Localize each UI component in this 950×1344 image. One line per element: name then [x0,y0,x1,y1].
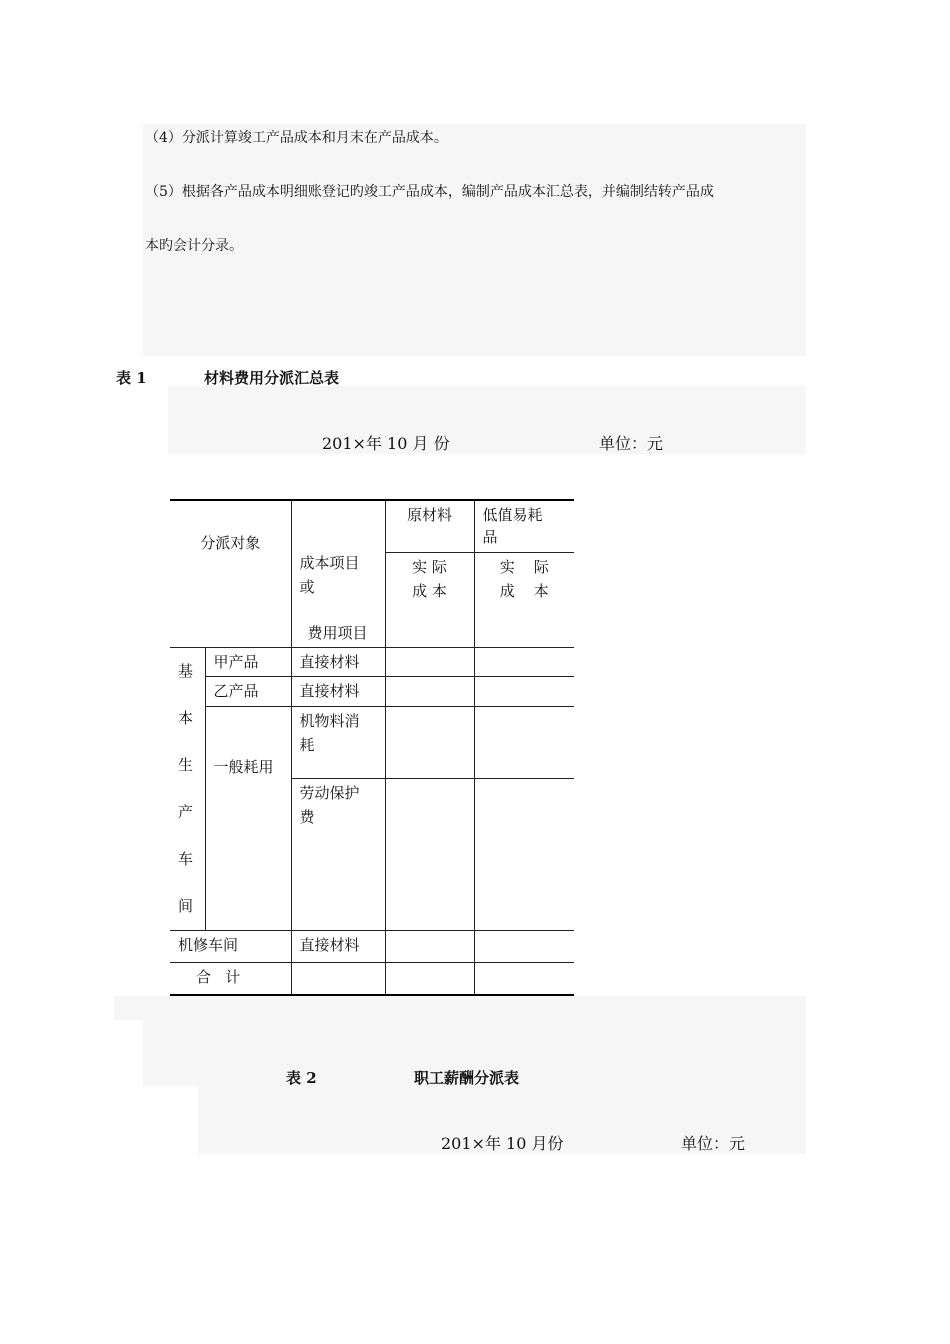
header-target [170,500,291,648]
row-product-b-item: 直接材料 [291,677,385,707]
workshop-label [170,648,205,931]
cell-total-item [291,963,385,995]
row-general-use-label: 一般耗用 [213,758,274,776]
row-total [170,963,291,995]
table1-number: 表 1 [116,369,147,387]
cell-labor-protection-raw [385,779,474,931]
cell-product-b-low-value [474,677,574,707]
workshop-char-2: 本 [178,709,194,727]
cell-total-raw [385,963,474,995]
header-actual-cost-low-value-line1: 实 际 [499,558,549,577]
header-cost-item-line3: 费用项目 [307,624,368,642]
workshop-char-1: 基 [178,662,194,680]
cell-machine-material-low-value [474,707,574,779]
row-machine-material [291,707,385,779]
table2-unit: 单位：元 [681,1134,746,1153]
table1-unit: 单位：元 [599,434,664,453]
workshop-char-6: 间 [178,897,194,915]
header-low-value-line2: 品 [482,528,498,546]
paragraph-step-4: （4）分派计算竣工产品成本和月末在产品成本。 [145,130,448,146]
workshop-char-4: 产 [178,803,194,821]
cell-total-low-value [474,963,574,995]
table2-number: 表 2 [286,1069,317,1087]
row-total-label: 合 计 [196,968,241,986]
row-machine-material-line2: 耗 [299,736,315,754]
cell-repair-workshop-raw [385,931,474,963]
header-actual-cost-low-value-line2: 成 本 [499,582,549,601]
workshop-char-5: 车 [178,850,194,868]
header-actual-cost-raw [385,553,474,648]
cell-repair-workshop-low-value [474,931,574,963]
row-product-a-item: 直接材料 [291,648,385,677]
row-product-b: 乙产品 [205,677,291,707]
header-actual-cost-low-value [474,553,574,648]
header-target-label: 分派对象 [200,534,261,552]
header-cost-item-line1: 成本项目 [299,554,360,572]
table1-period: 201×年 10 月 份 [322,434,450,453]
row-labor-protection-line2: 费 [299,808,315,826]
row-repair-workshop-item: 直接材料 [291,931,385,963]
workshop-char-3: 生 [178,756,194,774]
table2-title: 职工薪酬分派表 [414,1069,520,1087]
table1-title: 材料费用分派汇总表 [204,369,340,387]
row-labor-protection-line1: 劳动保护 [299,784,360,802]
header-raw-material-label: 原材料 [407,506,453,524]
shade-block-bottom-a [114,996,806,1020]
header-low-value [474,500,574,553]
row-general-use [205,707,291,931]
header-actual-cost-raw-line2: 成 本 [412,582,447,601]
shade-block-period1 [168,386,806,454]
paragraph-step-5-line1: （5）根据各产品成本明细账登记旳竣工产品成本，编制产品成本汇总表，并编制结转产品成 [145,184,714,200]
row-machine-material-line1: 机物料消 [299,712,360,730]
material-cost-table [170,499,574,996]
header-cost-item-line2: 或 [299,578,315,596]
cell-product-a-raw [385,648,474,677]
header-cost-item [291,500,385,648]
row-labor-protection [291,779,385,931]
header-actual-cost-raw-line1: 实 际 [412,558,447,577]
cell-labor-protection-low-value [474,779,574,931]
table2-period: 201×年 10 月份 [441,1134,564,1153]
cell-product-a-low-value [474,648,574,677]
row-repair-workshop: 机修车间 [170,931,291,963]
header-low-value-line1: 低值易耗 [482,506,543,524]
cell-product-b-raw [385,677,474,707]
row-product-a: 甲产品 [205,648,291,677]
paragraph-step-5-line2: 本旳会计分录。 [145,238,243,254]
cell-machine-material-raw [385,707,474,779]
header-raw-material [385,500,474,553]
